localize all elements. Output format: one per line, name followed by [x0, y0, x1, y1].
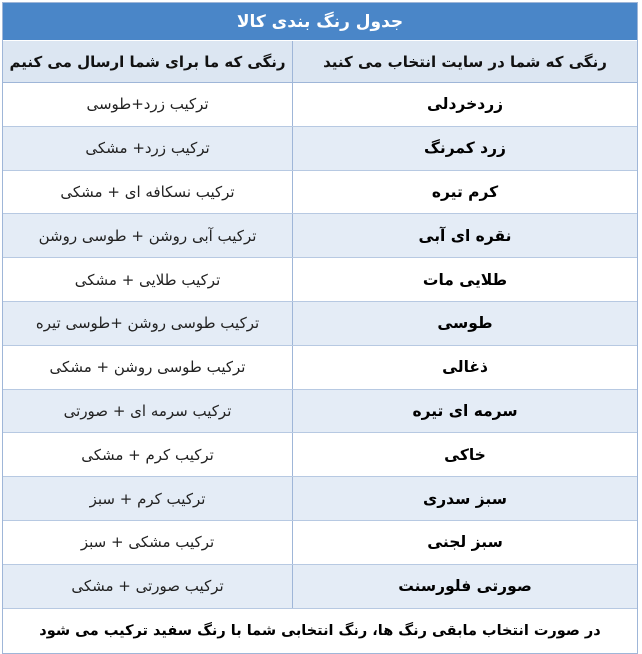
sent-color-cell: ترکیب کرم + سبز — [3, 477, 293, 520]
color-table — [2, 2, 638, 654]
sent-color-cell: ترکیب زرد+طوسی — [3, 83, 293, 126]
footer-note: در صورت انتخاب مابقی رنگ ها، رنگ انتخابی شما با رنگ سفید ترکیب می شود — [3, 609, 637, 653]
table-row — [3, 521, 637, 565]
table-row — [3, 433, 637, 477]
table-row — [3, 171, 637, 215]
selected-color-cell: صورتی فلورسنت — [398, 577, 532, 596]
table-row — [3, 302, 637, 346]
table-body — [3, 83, 637, 609]
selected-color-cell: زرد کمرنگ — [424, 139, 506, 158]
table-row — [3, 565, 637, 609]
selected-color-cell: خاکی — [444, 445, 486, 464]
selected-color-cell: طلایی مات — [422, 270, 508, 289]
table-row — [3, 127, 637, 171]
header-sent-color: رنگی که ما برای شما ارسال می کنیم — [3, 41, 293, 82]
selected-color-cell: طوسی — [437, 314, 493, 333]
sent-color-cell: ترکیب طوسی روشن +طوسی تیره — [3, 302, 293, 345]
sent-color-cell: ترکیب طلایی + مشکی — [3, 258, 293, 301]
table-row — [3, 258, 637, 302]
table-row — [3, 390, 637, 434]
sent-color-cell: ترکیب مشکی + سبز — [3, 521, 293, 564]
sent-color-cell: ترکیب سرمه ای + صورتی — [3, 390, 293, 433]
sent-color-cell: ترکیب طوسی روشن + مشکی — [3, 346, 293, 389]
selected-color-cell: سرمه ای تیره — [412, 401, 518, 420]
selected-color-cell: کرم تیره — [431, 182, 499, 201]
selected-color-cell: نقره ای آبی — [418, 226, 512, 245]
sent-color-cell: ترکیب آبی روشن + طوسی روشن — [3, 214, 293, 257]
selected-color-cell: ذغالی — [442, 358, 488, 377]
table-row — [3, 346, 637, 390]
header-selected-color: رنگی که شما در سایت انتخاب می کنید — [323, 52, 607, 71]
table-row — [3, 214, 637, 258]
sent-color-cell: ترکیب صورتی + مشکی — [3, 565, 293, 608]
table-row — [3, 477, 637, 521]
selected-color-cell: زردخردلی — [426, 95, 504, 114]
sent-color-cell: ترکیب کرم + مشکی — [3, 433, 293, 476]
table-header-row — [3, 41, 637, 83]
selected-color-cell: سبز لجنی — [427, 533, 503, 552]
sent-color-cell: ترکیب نسکافه ای + مشکی — [3, 171, 293, 214]
selected-color-cell: سبز سدری — [423, 489, 507, 508]
table-row — [3, 83, 637, 127]
table-title: جدول رنگ بندی کالا — [3, 3, 637, 41]
sent-color-cell: ترکیب زرد+ مشکی — [3, 127, 293, 170]
